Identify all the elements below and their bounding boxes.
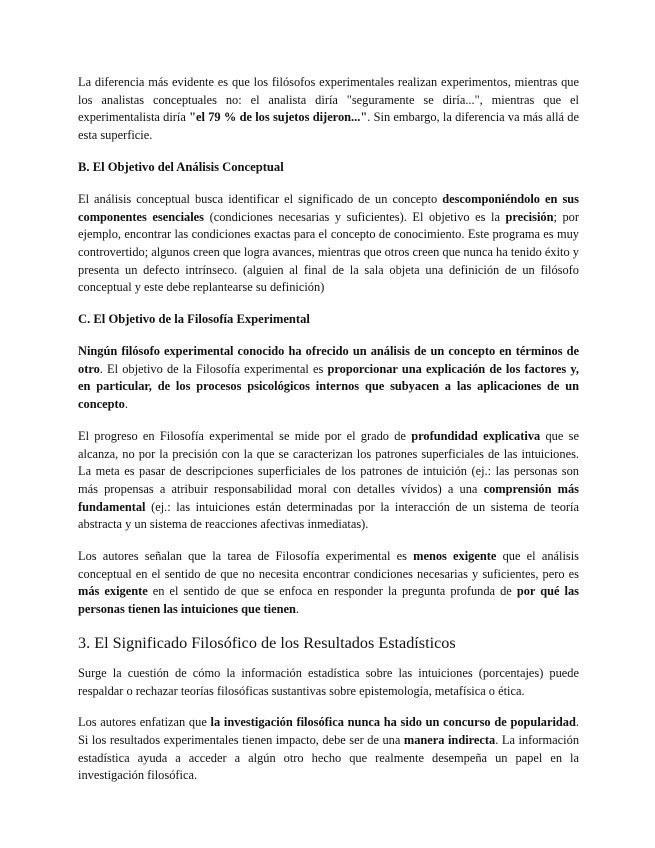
paragraph-intro-difference — [78, 74, 579, 145]
bold-run: Ningún filósofo experimental conocido ha ofrecido un análisis de un concepto en términos de otro — [78, 344, 579, 376]
bold-run: "el 79 % de los sujetos dijeron..." — [189, 110, 368, 125]
bold-run: proporcionar una explicación de los factores y, en particular, de los procesos psicológicos internos que subyacen a las aplicaciones de un concepto — [78, 361, 579, 412]
text-run: . — [295, 602, 299, 617]
paragraph-experimental-goal — [78, 343, 579, 414]
bold-run: más exigente — [78, 584, 148, 599]
paragraph-authors-task — [78, 548, 579, 619]
text-run: (ej.: las intuiciones están determinadas por la interacción de un sistema de teoría abstracta y un sistema de reacciones afectivas inmediatas). — [78, 499, 579, 532]
bold-run: manera indirecta — [403, 732, 496, 747]
bold-run: comprensión más fundamental — [78, 481, 579, 514]
bold-run: la investigación filosófica nunca ha sido un concurso de popularidad — [210, 715, 576, 730]
bold-run: profundidad explicativa — [411, 428, 541, 443]
paragraph-popularity-contest — [78, 714, 579, 785]
text-run: La diferencia más evidente es que los filósofos experimentales realizan experimentos, mientras que los analistas conceptuales no: el analista diría "seguramente se diría...", mientras que el experimentalista diría — [78, 75, 579, 125]
text-run: Surge la cuestión de cómo la información estadística sobre las intuiciones (porcentajes) puede respaldar o rechazar teorías filosóficas sustantivas sobre epistemología, metafísica o ética. — [78, 665, 579, 698]
heading-c-experimental-philosophy: C. El Objetivo de la Filosofía Experimental — [78, 312, 310, 327]
text-run: en el sentido de que se enfoca en responder la pregunta profunda de — [147, 584, 517, 599]
paragraph-conceptual-analysis — [78, 191, 579, 297]
text-run: ; por ejemplo, encontrar las condiciones exactas para el concepto de conocimiento. Este programa es muy controvertido; algunos creen que logra avances, mientras que otros creen que nunca ha tenido éxito y presenta un defecto intrínseco. (alguien al final de la sala objeta una definición de un filósofo conceptual y este debe replantearse su definición) — [78, 209, 579, 295]
text-run: . Si los resultados experimentales tienen impacto, debe ser de una — [78, 715, 579, 747]
text-run: . — [124, 397, 128, 412]
text-run: . El objetivo de la Filosofía experimental es — [99, 361, 328, 376]
bold-run: descomponiéndolo en sus componentes esenciales — [78, 191, 579, 224]
text-run: Los autores señalan que la tarea de Filosofía experimental es — [78, 549, 414, 564]
text-run: que el análisis conceptual en el sentido de que no necesita encontrar condiciones necesarias y suficientes, pero es — [78, 549, 579, 581]
heading-b-conceptual-analysis: B. El Objetivo del Análisis Conceptual — [78, 159, 284, 174]
text-run: Los autores enfatizan que — [78, 715, 211, 730]
text-run: El análisis conceptual busca identificar el significado de un concepto — [78, 191, 443, 206]
paragraph-statistical-question — [78, 665, 579, 700]
paragraph-progress — [78, 428, 579, 534]
text-run: (condiciones necesarias y suficientes). El objetivo es la — [204, 209, 506, 224]
text-run: que se alcanza, no por la precisión con la que se caracterizan los patrones superficiales de las intuiciones. La meta es pasar de descripciones superficiales de los patrones de intuición (ej.: las personas son más propensas a atribuir responsabilidad moral con detalles vívidos) a una — [78, 428, 579, 496]
heading-3-statistical-results: 3. El Significado Filosófico de los Resultados Estadísticos — [78, 633, 456, 652]
text-run: . Sin embargo, la diferencia va más allá de esta superficie. — [78, 110, 579, 143]
bold-run: por qué las personas tienen las intuiciones que tienen — [78, 584, 579, 617]
text-run: El progreso en Filosofía experimental se mide por el grado de — [78, 428, 412, 443]
bold-run: precisión — [505, 209, 554, 224]
bold-run: menos exigente — [413, 549, 497, 564]
text-run: . La información estadística ayuda a acceder a algún otro hecho que realmente desempeña un papel en la investigación filosófica. — [78, 732, 580, 783]
